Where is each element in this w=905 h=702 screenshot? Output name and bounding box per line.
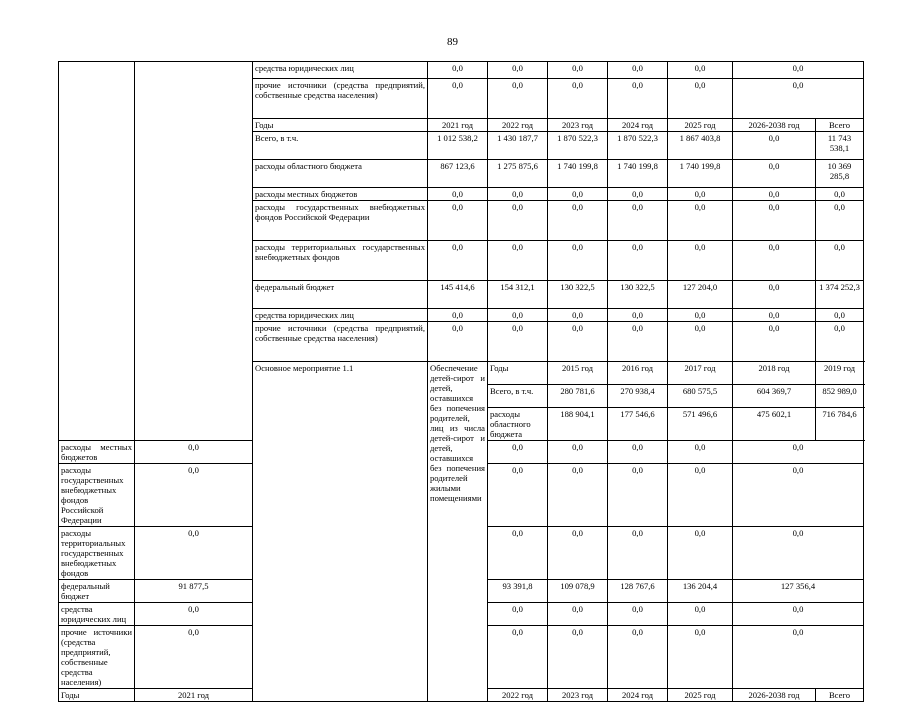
row-label: расходы областного бюджета (253, 160, 428, 188)
row-label: расходы местных бюджетов (59, 441, 135, 464)
cell-value: 93 391,8 (488, 580, 548, 603)
row-label: расходы государственных внебюджетных фондов Российской Федерации (59, 464, 135, 527)
cell-value: 0,0 (733, 241, 816, 281)
cell-value: 0,0 (733, 441, 864, 464)
year-header: 2022 год (488, 119, 548, 132)
cell-value: 0,0 (608, 62, 668, 79)
row-label: Всего, в т.ч. (488, 385, 548, 408)
year-header: Всего (816, 689, 864, 702)
cell-value: 0,0 (488, 241, 548, 281)
cell-value: 0,0 (488, 188, 548, 201)
cell-value: 0,0 (488, 603, 548, 626)
cell-value: 0,0 (608, 309, 668, 322)
measure-description: Обеспечение детей-сирот и детей, оставшихся без попечения родителей, лиц из числа детей-сирот и детей, оставшихся без попечения родителей жилыми помещениями (428, 362, 488, 702)
cell-value: 0,0 (548, 626, 608, 689)
cell-value: 1 275 875,6 (488, 160, 548, 188)
years-label: Годы (488, 362, 548, 385)
cell-value: 0,0 (428, 201, 488, 241)
cell-value: 0,0 (816, 241, 864, 281)
cell-value: 1 870 522,3 (608, 132, 668, 160)
year-header: 2021 год (135, 689, 253, 702)
cell-value: 0,0 (548, 441, 608, 464)
cell-value: 0,0 (608, 464, 668, 527)
year-header: Всего (816, 119, 864, 132)
cell-value: 0,0 (135, 603, 253, 626)
cell-value: 11 743 538,1 (816, 132, 864, 160)
cell-value: 0,0 (428, 309, 488, 322)
cell-value: 0,0 (816, 309, 864, 322)
cell-value: 0,0 (733, 322, 816, 362)
cell-value: 0,0 (733, 281, 816, 309)
cell-value: 0,0 (668, 309, 733, 322)
cell-value: 0,0 (733, 603, 864, 626)
cell-value: 0,0 (816, 188, 864, 201)
cell-value: 0,0 (733, 626, 864, 689)
cell-value: 0,0 (733, 464, 864, 527)
cell-value: 0,0 (608, 603, 668, 626)
years-label: Годы (253, 119, 428, 132)
cell-value: 1 740 199,8 (608, 160, 668, 188)
page-number: 89 (447, 36, 458, 48)
cell-value: 0,0 (548, 464, 608, 527)
cell-value: 0,0 (608, 626, 668, 689)
cell-value: 0,0 (548, 79, 608, 119)
row-label: средства юридических лиц (59, 603, 135, 626)
cell-value: 0,0 (816, 322, 864, 362)
cell-value: 0,0 (548, 62, 608, 79)
row-label: федеральный бюджет (59, 580, 135, 603)
cell-value: 0,0 (668, 464, 733, 527)
year-header: 2026-2038 год (733, 689, 816, 702)
block1-col2 (135, 62, 253, 441)
cell-value: 0,0 (733, 79, 864, 119)
cell-value: 0,0 (668, 527, 733, 580)
cell-value: 0,0 (668, 441, 733, 464)
cell-value: 867 123,6 (428, 160, 488, 188)
cell-value: 0,0 (548, 241, 608, 281)
cell-value: 0,0 (488, 322, 548, 362)
cell-value: 0,0 (608, 201, 668, 241)
cell-value: 0,0 (488, 79, 548, 119)
cell-value: 0,0 (608, 241, 668, 281)
cell-value: 0,0 (548, 322, 608, 362)
cell-value: 127 356,4 (733, 580, 864, 603)
cell-value: 0,0 (668, 79, 733, 119)
cell-value: 0,0 (668, 626, 733, 689)
cell-value: 145 414,6 (428, 281, 488, 309)
cell-value: 130 322,5 (608, 281, 668, 309)
cell-value: 0,0 (428, 241, 488, 281)
cell-value: 0,0 (488, 626, 548, 689)
cell-value: 1 012 538,2 (428, 132, 488, 160)
row-label: прочие источники (средства предприятий, собственные средства населения) (59, 626, 135, 689)
cell-value: 0,0 (733, 309, 816, 322)
cell-value: 127 204,0 (668, 281, 733, 309)
year-header: 2023 год (548, 689, 608, 702)
years-label: Годы (59, 689, 135, 702)
cell-value: 109 078,9 (548, 580, 608, 603)
cell-value: 0,0 (608, 441, 668, 464)
cell-value: 852 989,0 (816, 385, 864, 408)
cell-value: 270 938,4 (608, 385, 668, 408)
year-header: 2019 год (816, 362, 864, 385)
cell-value: 0,0 (135, 626, 253, 689)
cell-value: 0,0 (548, 603, 608, 626)
cell-value: 0,0 (428, 322, 488, 362)
cell-value: 0,0 (608, 322, 668, 362)
cell-value: 154 312,1 (488, 281, 548, 309)
cell-value: 0,0 (668, 188, 733, 201)
cell-value: 0,0 (816, 201, 864, 241)
year-header: 2025 год (668, 119, 733, 132)
cell-value: 1 740 199,8 (548, 160, 608, 188)
cell-value: 0,0 (668, 62, 733, 79)
cell-value: 0,0 (488, 464, 548, 527)
cell-value: 10 369 285,8 (816, 160, 864, 188)
cell-value: 0,0 (428, 62, 488, 79)
cell-value: 0,0 (548, 309, 608, 322)
cell-value: 188 904,1 (548, 408, 608, 441)
cell-value: 0,0 (428, 188, 488, 201)
cell-value: 0,0 (135, 441, 253, 464)
cell-value: 0,0 (488, 441, 548, 464)
cell-value: 0,0 (488, 62, 548, 79)
row-label: федеральный бюджет (253, 281, 428, 309)
year-header: 2026-2038 год (733, 119, 816, 132)
cell-value: 0,0 (668, 322, 733, 362)
measure-number: Основное мероприятие 1.1 (253, 362, 428, 702)
cell-value: 0,0 (608, 79, 668, 119)
year-header: 2021 год (428, 119, 488, 132)
row-label: расходы областного бюджета (488, 408, 548, 441)
row-label: прочие источники (средства предприятий, собственные средства населения) (253, 322, 428, 362)
cell-value: 0,0 (488, 309, 548, 322)
cell-value: 0,0 (488, 527, 548, 580)
cell-value: 1 374 252,3 (816, 281, 864, 309)
cell-value: 0,0 (668, 241, 733, 281)
cell-value: 0,0 (668, 603, 733, 626)
row-label: расходы государственных внебюджетных фондов Российской Федерации (253, 201, 428, 241)
row-label: расходы местных бюджетов (253, 188, 428, 201)
row-label: расходы территориальных государственных внебюджетных фондов (59, 527, 135, 580)
cell-value: 716 784,6 (816, 408, 864, 441)
row-label: прочие источники (средства предприятий, собственные средства населения) (253, 79, 428, 119)
cell-value: 1 740 199,8 (668, 160, 733, 188)
cell-value: 1 870 522,3 (548, 132, 608, 160)
cell-value: 0,0 (428, 79, 488, 119)
cell-value: 475 602,1 (733, 408, 816, 441)
cell-value: 177 546,6 (608, 408, 668, 441)
cell-value: 130 322,5 (548, 281, 608, 309)
cell-value: 0,0 (733, 160, 816, 188)
year-header: 2023 год (548, 119, 608, 132)
year-header: 2025 год (668, 689, 733, 702)
block1-col1 (59, 62, 135, 441)
row-label: средства юридических лиц (253, 62, 428, 79)
cell-value: 0,0 (733, 527, 864, 580)
year-header: 2016 год (608, 362, 668, 385)
cell-value: 0,0 (733, 201, 816, 241)
cell-value: 0,0 (733, 188, 816, 201)
cell-value: 91 877,5 (135, 580, 253, 603)
cell-value: 1 867 403,8 (668, 132, 733, 160)
table-row (59, 62, 864, 79)
cell-value: 0,0 (733, 132, 816, 160)
cell-value: 0,0 (135, 527, 253, 580)
cell-value: 0,0 (668, 201, 733, 241)
cell-value: 0,0 (733, 62, 864, 79)
year-header: 2018 год (733, 362, 816, 385)
row-label: Всего, в т.ч. (253, 132, 428, 160)
cell-value: 128 767,6 (608, 580, 668, 603)
cell-value: 0,0 (488, 201, 548, 241)
year-header: 2015 год (548, 362, 608, 385)
cell-value: 0,0 (608, 188, 668, 201)
row-label: средства юридических лиц (253, 309, 428, 322)
year-header: 2022 год (488, 689, 548, 702)
cell-value: 0,0 (548, 201, 608, 241)
year-header: 2024 год (608, 689, 668, 702)
cell-value: 0,0 (135, 464, 253, 527)
cell-value: 604 369,7 (733, 385, 816, 408)
cell-value: 280 781,6 (548, 385, 608, 408)
cell-value: 0,0 (548, 188, 608, 201)
cell-value: 1 430 187,7 (488, 132, 548, 160)
year-header: 2017 год (668, 362, 733, 385)
cell-value: 0,0 (548, 527, 608, 580)
cell-value: 680 575,5 (668, 385, 733, 408)
year-header: 2024 год (608, 119, 668, 132)
row-label: расходы территориальных государственных внебюджетных фондов (253, 241, 428, 281)
funding-table (58, 61, 864, 702)
cell-value: 0,0 (608, 527, 668, 580)
cell-value: 136 204,4 (668, 580, 733, 603)
cell-value: 571 496,6 (668, 408, 733, 441)
